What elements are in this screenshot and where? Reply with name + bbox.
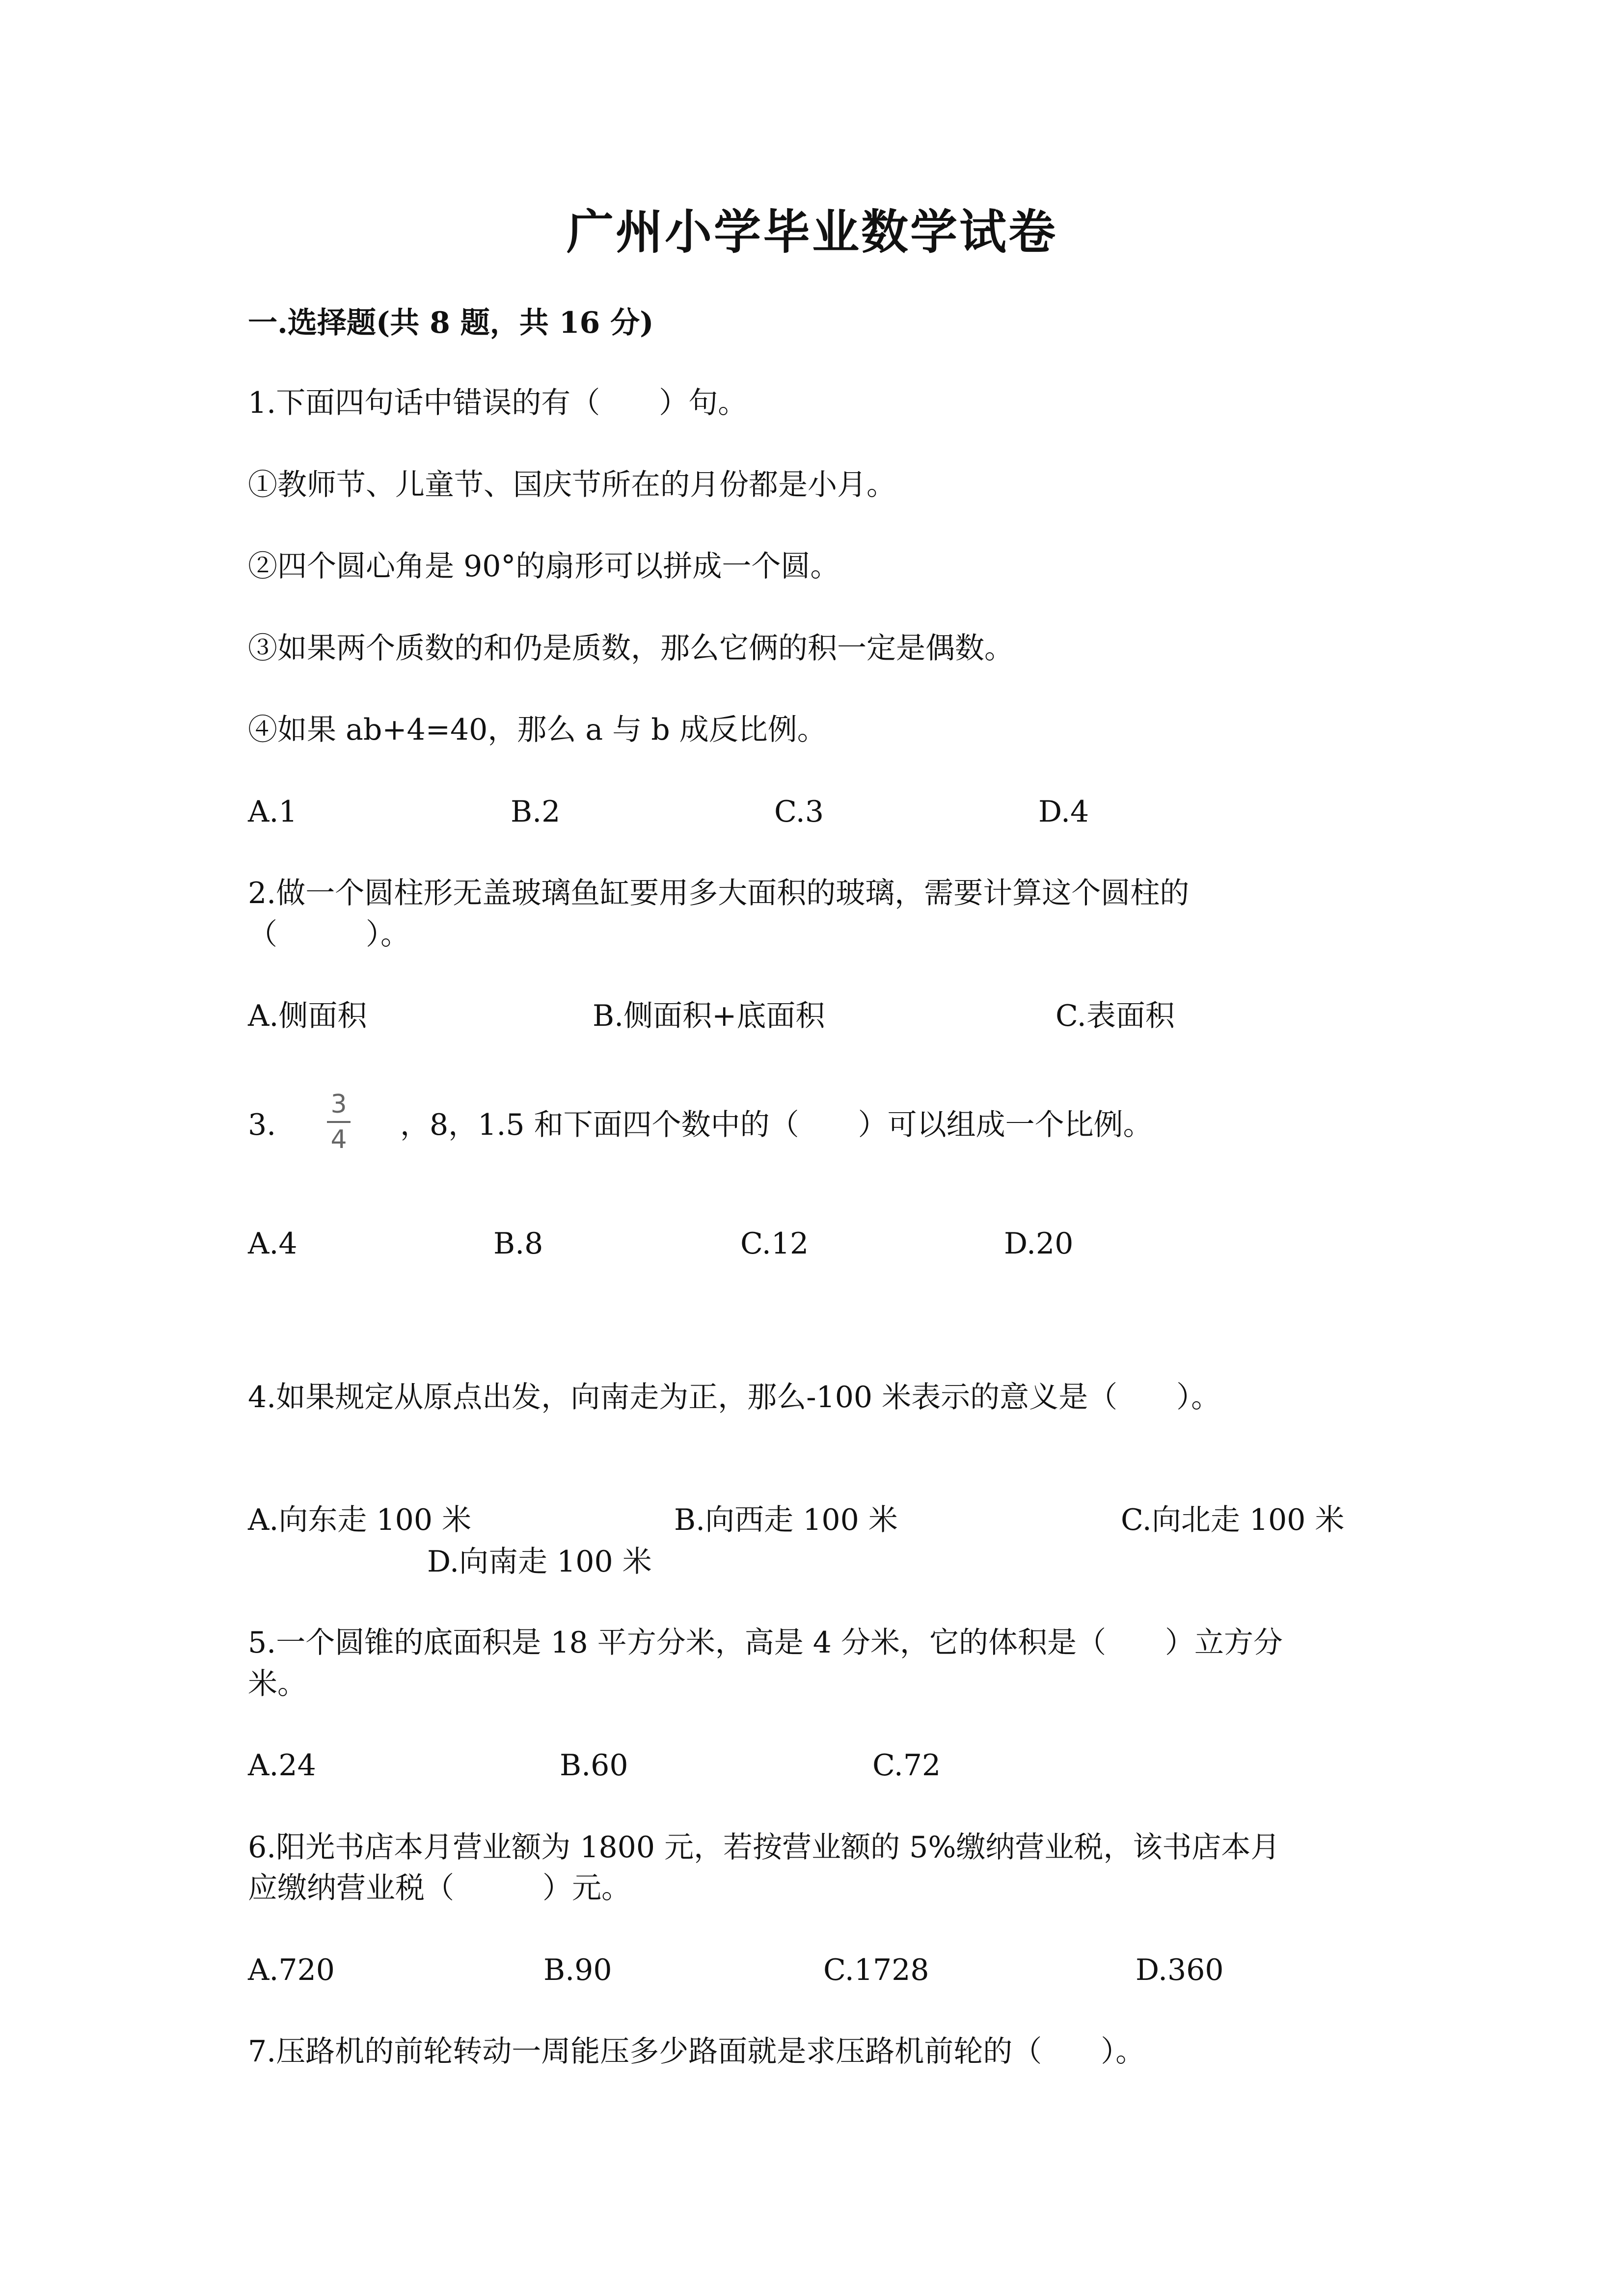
question-1-option-d: D.4 — [1038, 795, 1089, 829]
section-heading: 一.选择题(共 8 题，共 16 分) — [248, 306, 654, 340]
question-6-option-a: A.720 — [248, 1953, 335, 1987]
fraction-three-quarters — [322, 1090, 356, 1154]
question-5-stem-line-1: 5.一个圆锥的底面积是 18 平方分米，高是 4 分米，它的体积是（ ）立方分 — [248, 1626, 1283, 1660]
question-1-stem: 1.下面四句话中错误的有（ ）句。 — [248, 386, 748, 420]
page-title: 广州小学毕业数学试卷 — [567, 204, 1057, 260]
question-1-option-c: C.3 — [774, 795, 824, 829]
question-2-option-a: A.侧面积 — [248, 999, 367, 1033]
question-5-option-b: B.60 — [560, 1748, 628, 1783]
question-1-statement-1: ①教师节、儿童节、国庆节所在的月份都是小月。 — [248, 468, 896, 502]
question-2-stem-line-1: 2.做一个圆柱形无盖玻璃鱼缸要用多大面积的玻璃，需要计算这个圆柱的 — [248, 876, 1190, 910]
question-5-option-a: A.24 — [248, 1748, 316, 1783]
question-3-option-b: B.8 — [493, 1227, 543, 1261]
question-6-stem-line-1: 6.阳光书店本月营业额为 1800 元，若按营业额的 5%缴纳营业税，该书店本月 — [248, 1830, 1280, 1865]
question-4-option-b: B.向西走 100 米 — [674, 1503, 898, 1537]
question-5-stem-line-2: 米。 — [248, 1667, 307, 1701]
question-6-option-c: C.1728 — [823, 1953, 929, 1987]
question-4-option-c: C.向北走 100 米 — [1121, 1503, 1345, 1537]
question-2-option-b: B.侧面积+底面积 — [593, 999, 825, 1033]
question-3-number: 3. — [248, 1108, 276, 1142]
question-5-option-c: C.72 — [872, 1748, 941, 1783]
question-6-stem-line-2: 应缴纳营业税（ ）元。 — [248, 1871, 631, 1905]
question-3-option-a: A.4 — [248, 1227, 298, 1261]
question-3-option-c: C.12 — [740, 1227, 809, 1261]
question-1-statement-2: ②四个圆心角是 90°的扇形可以拼成一个圆。 — [248, 549, 840, 584]
question-7-stem: 7.压路机的前轮转动一周能压多少路面就是求压路机前轮的（ ）。 — [248, 2034, 1145, 2069]
question-1-option-a: A.1 — [248, 795, 298, 829]
question-1-option-b: B.2 — [511, 795, 561, 829]
question-2-stem-line-2: （ ）。 — [248, 917, 410, 952]
question-3-stem: ，8，1.5 和下面四个数中的（ ）可以组成一个比例。 — [400, 1108, 1153, 1142]
fraction-denominator: 4 — [330, 1125, 347, 1154]
question-4-option-d: D.向南走 100 米 — [427, 1545, 652, 1579]
question-3-option-d: D.20 — [1004, 1227, 1074, 1261]
question-2-option-c: C.表面积 — [1056, 999, 1175, 1033]
fraction-numerator: 3 — [330, 1090, 347, 1119]
question-6-option-d: D.360 — [1136, 1953, 1224, 1987]
fraction-bar — [327, 1121, 351, 1123]
question-1-statement-3: ③如果两个质数的和仍是质数，那么它俩的积一定是偶数。 — [248, 631, 1014, 666]
question-4-option-a: A.向东走 100 米 — [248, 1503, 472, 1537]
question-1-statement-4: ④如果 ab+4=40，那么 a 与 b 成反比例。 — [248, 713, 827, 747]
question-6-option-b: B.90 — [543, 1953, 612, 1987]
question-4-stem: 4.如果规定从原点出发，向南走为正，那么-100 米表示的意义是（ ）。 — [248, 1380, 1221, 1415]
